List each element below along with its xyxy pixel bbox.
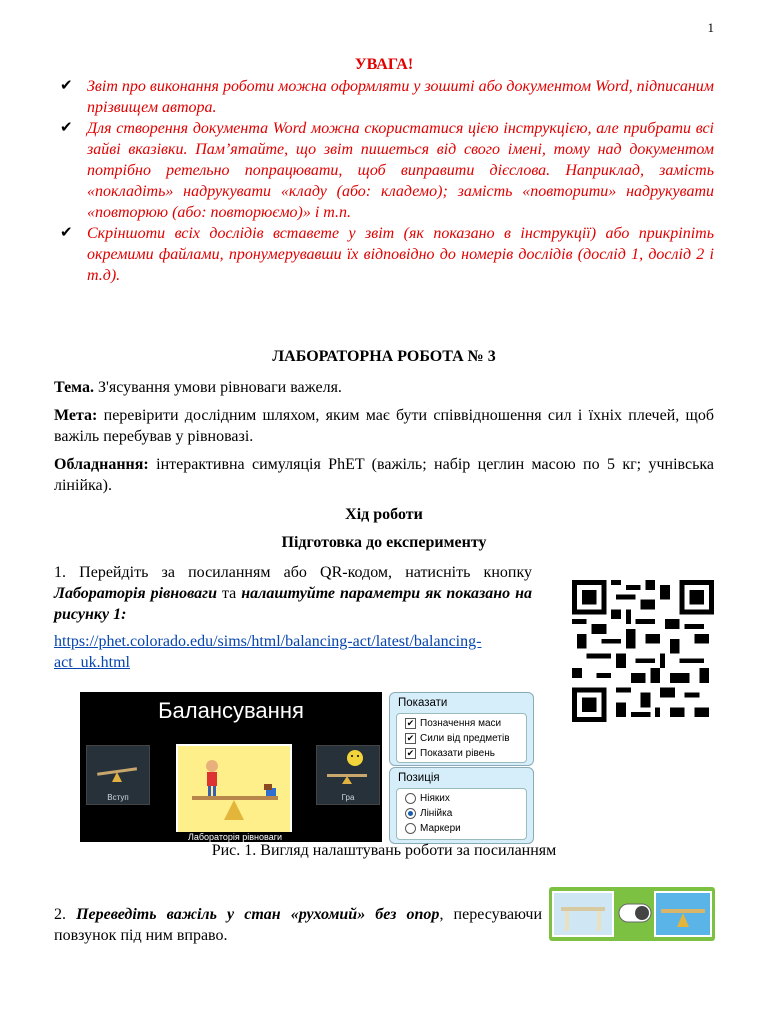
position-panel [389,767,534,844]
step-2: 2. Переведіть важіль у стан «рухомий» без опор, пересуваючи повзунок під ним вправо. [54,906,542,944]
topic: Тема. З'ясування умови рівноваги важеля. [54,379,342,396]
seesaw-icon [87,746,149,786]
balance-lab-icon [178,746,290,826]
warning-item: ✔ Звіт про виконання роботи можна оформляти у зошиті або документом Word, підписаним прізвищем автора. [60,78,714,116]
radio-icon [405,793,416,804]
radio-icon [405,823,416,834]
radio-selected-icon [405,808,416,819]
checkbox-forces[interactable]: ✔ Сили від предметів [406,733,510,744]
radio-ruler[interactable]: Лінійка [405,808,452,819]
equipment: Обладнання: інтерактивна симуляція PhET (важіль; набір цеглин масою по 5 кг; учнівська лінійка). [54,456,714,494]
fixed-lever-icon [553,892,613,936]
checkmark-icon: ✔ [406,748,415,758]
warning-item: ✔ Скріншоти всіх дослідів вставете у звіт (як показано в інструкції) або прикріпіть окремими файлами, пронумерувавши їх відповідно до номерів дослідів (дослід 1, дослід 2 і т.д). [60,225,714,284]
check-icon: ✔ [60,225,73,241]
figure-caption: Рис. 1. Вигляд налаштувань роботи за посиланням [211,842,557,859]
warning-item: ✔ Для створення документа Word можна скористатися цією інструкцією, але прибрати всі зайві вказівки. Пам’ятайте, що звіт пишеться від свого імені, тому над документом потрібно ретельно попрацювати, щоб виправити дієслова. Наприклад, замість «покладіть» надрукувати «кладу (або: кладемо); замість «повторити» надрукувати «повторюю (або: повторюємо)» і т.п. [60,120,714,221]
balance-lab-thumbnail[interactable]: Лабораторія рівноваги [176,744,292,842]
phet-link[interactable]: https://phet.colorado.edu/sims/html/balancing-act/latest/balancing-act_uk.html [54,633,482,671]
checkmark-icon: ✔ [406,733,415,743]
radio-none[interactable]: Ніяких [405,793,450,804]
step-1-link-para [54,631,532,673]
qr-code-image[interactable] [572,578,714,724]
show-panel [389,692,534,766]
support-toggle-image [549,887,715,941]
checkmark-icon: ✔ [406,718,415,728]
intro-thumbnail[interactable]: Вступ [86,745,150,805]
check-icon: ✔ [60,78,73,94]
game-thumbnail[interactable]: Гра [316,745,380,805]
warning-title: УВАГА! [354,56,414,73]
checkbox-level[interactable]: ✔ Показати рівень [406,748,495,759]
goal: Мета: перевірити дослідним шляхом, яким має бути співвідношення сил і їхніх плечей, щоб важіль перебував у рівновазі. [54,407,714,445]
procedure-title: Хід роботи [345,506,423,523]
step-1: 1. Перейдіть за посиланням або QR-кодом, натисніть кнопку Лабораторія рівноваги та налаштуйте параметри як показано на рисунку 1: [54,564,533,623]
warning-list [60,76,714,286]
smiley-icon [317,746,379,786]
sim-title: Балансування [158,698,304,723]
check-icon: ✔ [60,120,73,136]
sim-screenshot [80,692,382,842]
lab-title: ЛАБОРАТОРНА РОБОТА № 3 [272,348,496,365]
position-panel-title: Позиція [398,772,440,784]
page-number: 1 [707,20,714,35]
radio-markers[interactable]: Маркери [405,823,461,834]
prep-title: Підготовка до експерименту [281,534,487,551]
checkbox-mass-labels[interactable]: ✔ Позначення маси [406,718,502,729]
show-panel-title: Показати [398,697,448,709]
